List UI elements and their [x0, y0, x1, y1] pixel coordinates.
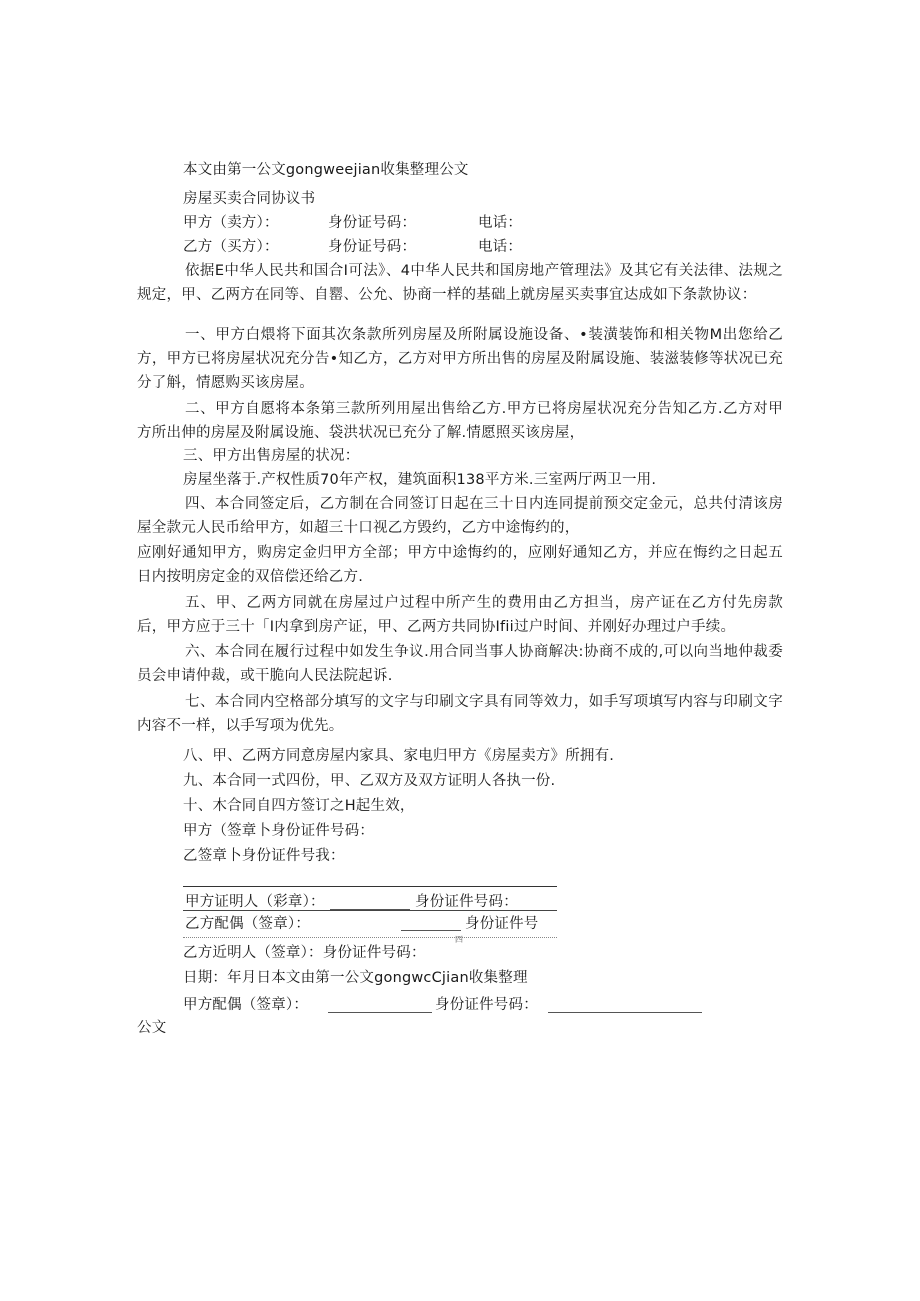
paragraph-clause-7: 七、本合同内空格部分填写的文字与印刷文字具有同等效力，如手写项填写内容与印刷文字内容不一样，以手写项为优先。 [137, 694, 783, 734]
paragraph-legal-basis: 依据E中华人民共和国合I可法》、4中华人民共和国房地产管理法》及其它有关法律、法规之规定，甲、乙两方在同等、自罂、公允、协商一样的基础上就房屋买卖事宜达成如下条款协议： [137, 263, 783, 303]
paragraph-clause-2: 二、甲方自愿将本条第三款所列用屋出售给乙方.甲方已将房屋状况充分告知乙方.乙方对甲方所出伸的房屋及附属设施、袋洪状况已充分了解.情愿照买该房屋， [137, 401, 783, 441]
paragraph-clause-3: 三、甲方出售房屋的状况： [183, 448, 360, 464]
party-b-spouse-id-label: 身份证件号 [465, 916, 539, 932]
party-b-id-label: 身份证号码： [328, 239, 417, 255]
paragraph-clause-10: 十、木合同自四方签订之H起生效， [183, 798, 415, 814]
party-b-spouse-label: 乙方配偶（签章）： [185, 916, 311, 932]
party-a-spouse-id-label: 身份证件号码： [435, 997, 538, 1013]
party-b-label: 乙方（买方）： [183, 239, 279, 255]
paragraph-clause-8: 八、甲、乙两方同意房屋内家具、家电归甲方《房屋卖方》所拥有. [183, 748, 615, 764]
document-title: 房屋买卖合同协议书 [183, 191, 316, 207]
paragraph-clause-4-part1: 四、本合同签定后，乙方制在合同签订日起在三十日内连同提前预交定金元，总共付清该房屋全款元人民币给甲方，如超三十口视乙方毁约，乙方中途悔约的， [137, 496, 783, 536]
party-b-phone-label: 电话： [478, 239, 523, 255]
party-a-spouse-id-blank [548, 1012, 702, 1013]
paragraph-clause-1: 一、甲方白煨将下面其次条款所列房屋及所附属设施设备、•装潢装饰和相关物M出您给乙方，甲方已将房屋状况充分告•知乙方，乙方对甲方所出售的房屋及附属设施、装滋装修等状况已充分了斛，情愿购买该房屋。 [137, 327, 783, 391]
table-bottom-rule [183, 937, 557, 938]
party-a-id-label: 身份证号码： [328, 215, 417, 231]
paragraph-clause-9: 九、本合同一式四份，甲、乙双方及双方证明人各执一份. [183, 773, 556, 789]
paragraph-clause-5: 五、甲、乙两方同就在房屋过户过程中所产生的费用由乙方担当，房产证在乙方付先房款后，甲方应于三十「I内拿到房产证，甲、乙两方共同协Ifii过户时间、并刚好办理过户手续。 [137, 595, 783, 635]
party-a-spouse-blank [328, 1012, 432, 1013]
party-b-signature-line: 乙签章卜身份证件号我： [183, 848, 345, 864]
date-line: 日期：年月日本文由第一公文gongwcCjian收集整理 [183, 970, 528, 986]
party-a-phone-label: 电话： [478, 215, 523, 231]
party-a-witness-id-label: 身份证件号码： [415, 894, 518, 910]
table-top-rule [183, 886, 557, 887]
party-a-spouse-label: 甲方配偶（签章）： [183, 997, 309, 1013]
party-b-spouse-blank [401, 930, 461, 931]
table-overflow-glyph: 四 [455, 935, 463, 944]
party-a-witness-label: 甲方证明人（彩章）： [185, 894, 325, 910]
footer-note: 公文 [137, 1020, 167, 1036]
party-a-label: 甲方（卖方）： [183, 215, 279, 231]
header-note: 本文由第一公文gongweejian收集整理公文 [183, 162, 469, 178]
paragraph-clause-4-part2: 应刚好通知甲方，购房定金归甲方全部；甲方中途悔约的，应刚好通知乙方，并应在悔约之日起五日内按明房定金的双倍偿还给乙方. [137, 545, 783, 585]
party-a-signature-line: 甲方（签章卜身份证件号码： [183, 823, 375, 839]
paragraph-clause-6: 六、本合同在履行过程中如发生争议.用合同当事人协商解决:协商不成的,可以向当地仲裁委员会申请仲裁，或干脆向人民法院起诉. [137, 644, 783, 684]
party-b-witness-line: 乙方近明人（签章）：身份证件号码： [183, 945, 426, 961]
house-status: 房屋坐落于.产权性质70年产权，建筑面积138平方米.三室两厅两卫一用. [183, 472, 657, 488]
table-mid-rule [183, 910, 557, 911]
